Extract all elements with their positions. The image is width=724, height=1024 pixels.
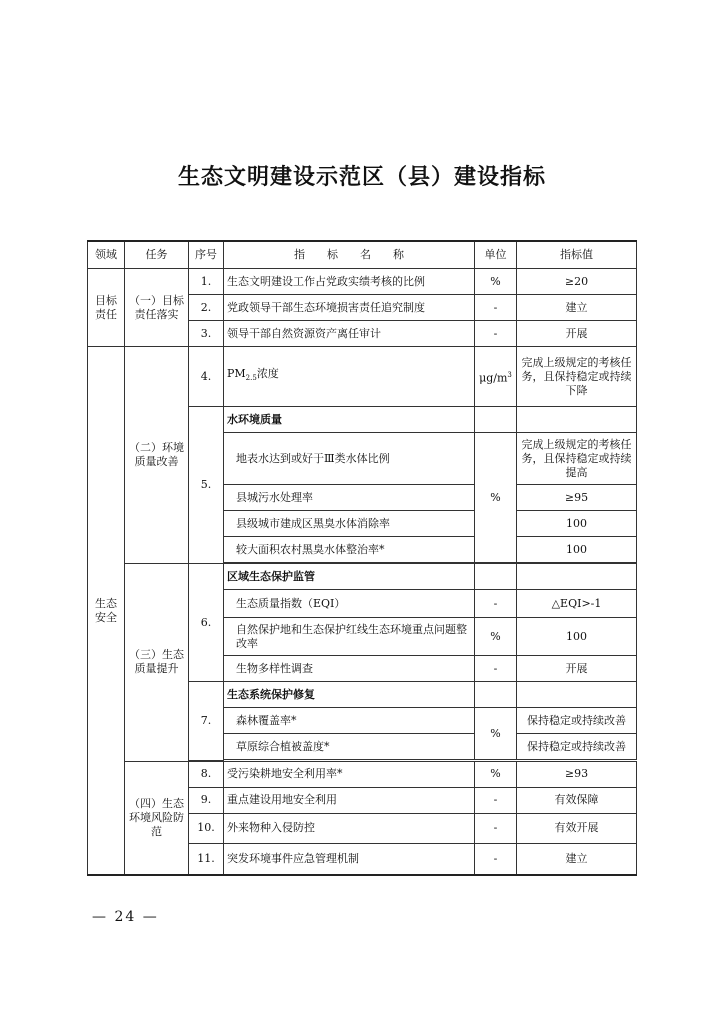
header-domain: 领域: [88, 241, 125, 269]
empty-cell: [517, 682, 637, 708]
indicator-name: 县级城市建成区黑臭水体消除率: [224, 511, 475, 537]
value-cell: 开展: [517, 321, 637, 347]
value-cell: 保持稳定或持续改善: [517, 734, 637, 760]
seq-cell: 11.: [189, 843, 224, 875]
indicator-name: 党政领导干部生态环境损害责任追究制度: [224, 295, 475, 321]
header-value: 指标值: [517, 241, 637, 269]
group-heading: 生态系统保护修复: [224, 682, 475, 708]
unit-cell: %: [475, 708, 517, 760]
unit-cell: -: [475, 295, 517, 321]
value-cell: ≥93: [517, 761, 637, 787]
unit-cell: -: [475, 590, 517, 618]
indicator-name: 较大面积农村黑臭水体整治率*: [224, 537, 475, 563]
table-row: [88, 347, 637, 407]
table-header-row: [88, 241, 637, 269]
value-cell: 100: [517, 618, 637, 656]
unit-cell: -: [475, 787, 517, 813]
pm-tail: 浓度: [256, 367, 279, 381]
indicator-name: 县城污水处理率: [224, 485, 475, 511]
header-task: 任务: [125, 241, 189, 269]
task-cell: （三）生态质量提升: [125, 564, 189, 762]
header-seq: 序号: [189, 241, 224, 269]
unit-cell: -: [475, 813, 517, 843]
empty-cell: [475, 682, 517, 708]
page-title: 生态文明建设示范区（县）建设指标: [177, 165, 546, 190]
indicator-table: [87, 240, 637, 876]
pm-label: PM: [227, 367, 246, 381]
unit-main: μg/m: [479, 371, 508, 385]
seq-cell: 1.: [189, 269, 224, 295]
indicator-name: 自然保护地和生态保护红线生态环境重点问题整改率: [224, 618, 475, 656]
value-cell: 建立: [517, 843, 637, 875]
header-unit: 单位: [475, 241, 517, 269]
unit-superscript: 3: [507, 370, 512, 379]
empty-cell: [475, 407, 517, 433]
unit-cell: [475, 347, 517, 407]
indicator-name: 重点建设用地安全利用: [224, 787, 475, 813]
pm-subscript: 2.5: [245, 374, 257, 383]
page-dash-left: —: [92, 909, 108, 925]
indicator-name: 生物多样性调查: [224, 656, 475, 682]
unit-cell: %: [475, 269, 517, 295]
unit-cell: -: [475, 321, 517, 347]
indicator-name: 生态文明建设工作占党政实绩考核的比例: [224, 269, 475, 295]
value-cell: 保持稳定或持续改善: [517, 708, 637, 734]
unit-cell: -: [475, 843, 517, 875]
table-row: [88, 564, 637, 590]
value-cell: 建立: [517, 295, 637, 321]
indicator-name: 地表水达到或好于Ⅲ类水体比例: [224, 433, 475, 485]
value-cell: △EQI>-1: [517, 590, 637, 618]
empty-cell: [517, 407, 637, 433]
indicator-name: 森林覆盖率*: [224, 708, 475, 734]
value-cell: 完成上级规定的考核任务，且保持稳定或持续提高: [517, 433, 637, 485]
unit-cell: %: [475, 433, 517, 563]
page-number-value: 24: [114, 909, 137, 925]
value-cell: ≥95: [517, 485, 637, 511]
value-cell: 有效保障: [517, 787, 637, 813]
value-cell: 完成上级规定的考核任务，且保持稳定或持续下降: [517, 347, 637, 407]
table-row: [88, 761, 637, 787]
unit-cell: %: [475, 761, 517, 787]
indicator-name: 突发环境事件应急管理机制: [224, 843, 475, 875]
domain-cell: 生态安全: [88, 347, 125, 876]
value-cell: 100: [517, 537, 637, 563]
indicator-name: 生态质量指数（EQI）: [224, 590, 475, 618]
domain-cell: 目标责任: [88, 269, 125, 347]
seq-cell: 5.: [189, 407, 224, 564]
indicator-name: 外来物种入侵防控: [224, 813, 475, 843]
seq-cell: 3.: [189, 321, 224, 347]
header-indicator: 指 标 名 称: [224, 241, 475, 269]
table-row: [88, 269, 637, 295]
seq-cell: 6.: [189, 564, 224, 682]
value-cell: ≥20: [517, 269, 637, 295]
value-cell: 100: [517, 511, 637, 537]
indicator-name: 草原综合植被盖度*: [224, 734, 475, 760]
group-heading: 区域生态保护监管: [224, 564, 475, 590]
seq-cell: 9.: [189, 787, 224, 813]
indicator-name: [224, 347, 475, 407]
value-cell: 有效开展: [517, 813, 637, 843]
value-cell: 开展: [517, 656, 637, 682]
unit-cell: %: [475, 618, 517, 656]
task-cell: （四）生态环境风险防范: [125, 761, 189, 875]
indicator-name: 受污染耕地安全利用率*: [224, 761, 475, 787]
seq-cell: 4.: [189, 347, 224, 407]
seq-cell: 7.: [189, 682, 224, 761]
unit-cell: -: [475, 656, 517, 682]
seq-cell: 10.: [189, 813, 224, 843]
task-cell: （二）环境质量改善: [125, 347, 189, 564]
task-cell: （一）目标责任落实: [125, 269, 189, 347]
empty-cell: [517, 564, 637, 590]
page-dash-right: —: [142, 909, 159, 925]
group-heading: 水环境质量: [224, 407, 475, 433]
empty-cell: [475, 564, 517, 590]
seq-cell: 8.: [189, 761, 224, 787]
page-number: [92, 909, 159, 925]
seq-cell: 2.: [189, 295, 224, 321]
indicator-name: 领导干部自然资源资产离任审计: [224, 321, 475, 347]
